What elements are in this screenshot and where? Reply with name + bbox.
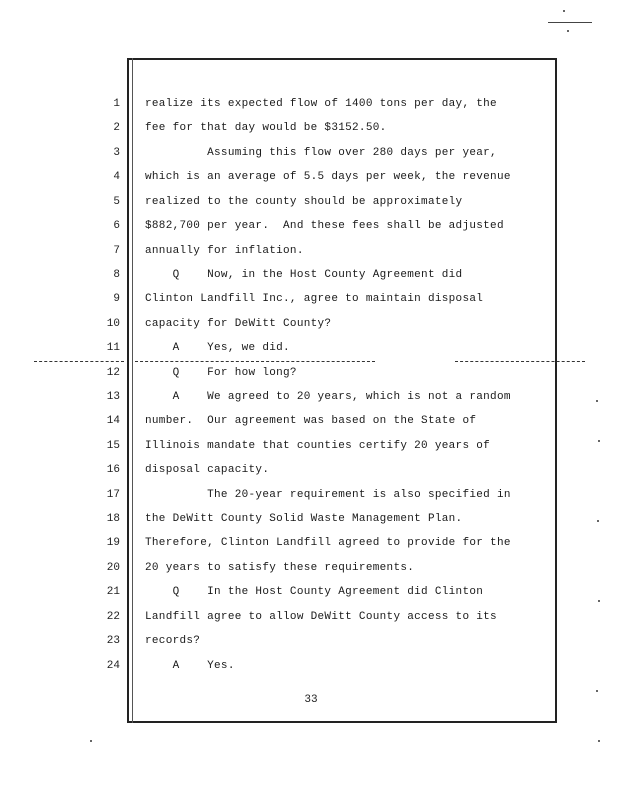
transcript-line: capacity for DeWitt County? — [145, 318, 332, 330]
page-number: 33 — [304, 694, 318, 706]
scan-speck — [596, 400, 598, 402]
line-number: 24 — [106, 660, 120, 672]
transcript-line: the DeWitt County Solid Waste Management Plan. — [145, 513, 463, 525]
transcript-line: A Yes, we did. — [145, 342, 290, 354]
scan-cut-line — [34, 361, 124, 362]
line-number: 2 — [113, 122, 120, 134]
line-number: 19 — [106, 537, 120, 549]
scan-speck — [596, 690, 598, 692]
transcript-line: Therefore, Clinton Landfill agreed to provide for the — [145, 537, 511, 549]
line-number: 20 — [106, 562, 120, 574]
line-number: 5 — [113, 196, 120, 208]
line-number: 15 — [106, 440, 120, 452]
transcript-line: disposal capacity. — [145, 464, 270, 476]
line-number: 3 — [113, 147, 120, 159]
scan-speck — [567, 30, 569, 32]
line-number: 11 — [106, 342, 120, 354]
line-number: 4 — [113, 171, 120, 183]
scan-cut-line — [135, 361, 375, 362]
line-number: 8 — [113, 269, 120, 281]
transcript-line: number. Our agreement was based on the State of — [145, 415, 477, 427]
transcript-line: records? — [145, 635, 201, 647]
transcript-line: Clinton Landfill Inc., agree to maintain disposal — [145, 293, 484, 305]
line-number: 17 — [106, 489, 120, 501]
transcript-line: Q For how long? — [145, 367, 297, 379]
scan-cut-line — [455, 361, 585, 362]
transcript-line: Q In the Host County Agreement did Clinton — [145, 586, 484, 598]
line-number: 1 — [113, 98, 120, 110]
transcript-line: Illinois mandate that counties certify 20 years of — [145, 440, 491, 452]
scan-speck — [598, 440, 600, 442]
transcript-line: Landfill agree to allow DeWitt County access to its — [145, 611, 497, 623]
margin-rule — [132, 58, 133, 723]
line-number: 21 — [106, 586, 120, 598]
scan-speck — [598, 600, 600, 602]
transcript-line: A Yes. — [145, 660, 235, 672]
line-number: 6 — [113, 220, 120, 232]
scan-speck — [597, 520, 599, 522]
line-number: 14 — [106, 415, 120, 427]
scan-speck — [90, 740, 92, 742]
line-number: 9 — [113, 293, 120, 305]
line-number: 12 — [106, 367, 120, 379]
scan-speck — [563, 10, 565, 12]
scan-speck — [598, 740, 600, 742]
transcript-line: $882,700 per year. And these fees shall be adjusted — [145, 220, 504, 232]
line-number: 13 — [106, 391, 120, 403]
line-number: 22 — [106, 611, 120, 623]
transcript-line: Q Now, in the Host County Agreement did — [145, 269, 463, 281]
transcript-line: The 20-year requirement is also specified in — [145, 489, 511, 501]
corner-mark — [548, 22, 592, 23]
line-number: 7 — [113, 245, 120, 257]
line-number: 10 — [106, 318, 120, 330]
transcript-line: 20 years to satisfy these requirements. — [145, 562, 415, 574]
transcript-line: which is an average of 5.5 days per week, the revenue — [145, 171, 511, 183]
transcript-line: realized to the county should be approximately — [145, 196, 463, 208]
line-number: 16 — [106, 464, 120, 476]
line-number: 18 — [106, 513, 120, 525]
transcript-line: annually for inflation. — [145, 245, 304, 257]
transcript-line: A We agreed to 20 years, which is not a random — [145, 391, 511, 403]
transcript-line: fee for that day would be $3152.50. — [145, 122, 387, 134]
transcript-line: Assuming this flow over 280 days per year, — [145, 147, 497, 159]
line-number: 23 — [106, 635, 120, 647]
transcript-line: realize its expected flow of 1400 tons per day, the — [145, 98, 497, 110]
